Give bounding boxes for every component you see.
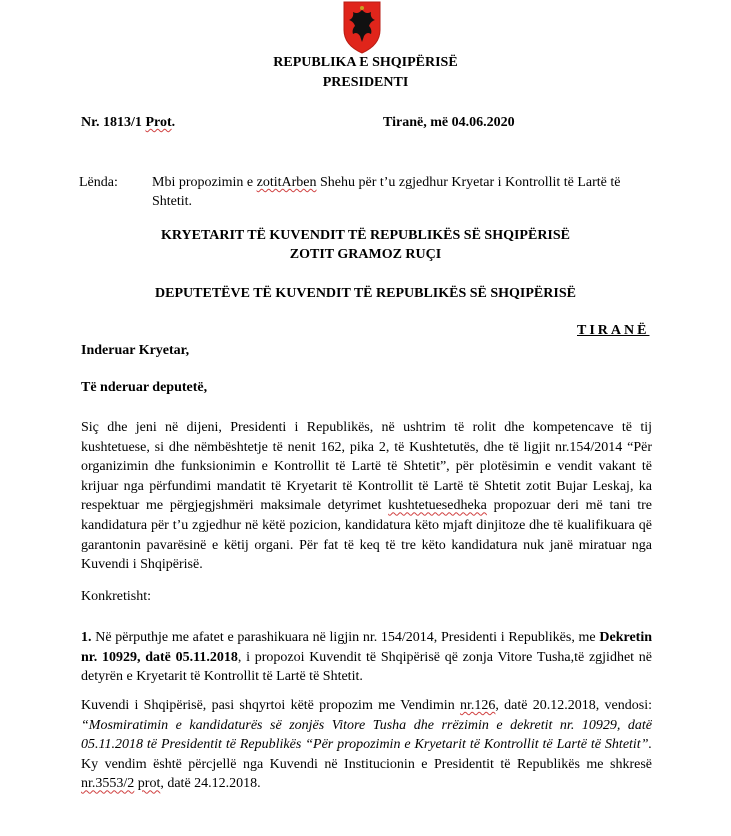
salutation-deputies: Të nderuar deputetë, [81, 380, 208, 395]
addressee-deputies: DEPUTETËVE TË KUVENDIT TË REPUBLIKËS SË SHQIPËRISË [155, 286, 576, 301]
konkretisht-label: Konkretisht: [81, 589, 151, 604]
protocol-number: Nr. 1813/1 Prot. [81, 115, 176, 130]
header-office: PRESIDENTI [322, 75, 409, 90]
addressee-chair-name: ZOTIT GRAMOZ RUÇI [289, 247, 442, 262]
addressee-chair: KRYETARIT TË KUVENDIT TË REPUBLIKËS SË SHQIPËRISË [160, 228, 570, 243]
subject-text: Mbi propozimin e zotitArben Shehu për t’u zgjedhur Kryetar i Kontrollit të Lartë të [152, 175, 621, 190]
paragraph-assembly-decision: Kuvendi i Shqipërisë, pasi shqyrtoi këtë propozim me Vendimin nr.126, datë 20.12.2018, vendosi: “Mosmiratimin e kandidaturës së zonjës Vitore Tusha dhe rrëzimin e dekretit nr. 10929, datë 05.11.2018 të Presidentit të Republikës “Për propozimin e Kryetarit të Kontrollit të Lartë të Shtetit”. Ky vendim është përcjellë nga Kuvendi në Institucionin e Presidentit të Republikës me shkresë nr.3553/2 prot, datë 24.12.2018. [81, 698, 652, 792]
salutation-chair: Inderuar Kryetar, [81, 343, 190, 358]
subject-text-line2: Shtetit. [152, 194, 193, 209]
addressee-city: TIRANË [577, 323, 650, 338]
subject-label: Lënda: [79, 175, 118, 190]
paragraph-context: Siç dhe jeni në dijeni, Presidenti i Republikës, në ushtrim të rolit dhe kompetencave të tij kushtetuese, si dhe nëmbështetje të nenit 162, pika 2, të Kushtetutës, dhe të ligjit nr.154/2014 “Për organizimin dhe funksionimin e Kontrollit të Lartë të Shtetit”, për plotësimin e vendit vakant të krijuar nga përfundimi mandatit të Kryetarit të Kontrollit të Lartë të Shtetit zotit Bujar Leskaj, ka respektuar me përgjegjshmëri maksimale detyrimet kushtetuesedheka propozuar deri më tani tre kandidatura për t’u zgjedhur në këtë pozicion, kandidatura këto mjaft dinjitoze dhe të kualifikuara që garantonin pavarësinë e këtij organi. Për fat të keq të tre këto kandidatura nuk janë miratuar nga Kuvendi i Shqipërisë. [81, 420, 652, 573]
paragraph-decree: 1. Në përputhje me afatet e parashikuara në ligjin nr. 154/2014, Presidenti i Republikës, me Dekretin nr. 10929, datë 05.11.2018, i propozoi Kuvendit të Shqipërisë që zonja Vitore Tusha,të zgjidhet në detyrën e Kryetarit të Kontrollit të Lartë të Shtetit. [81, 630, 652, 685]
albania-emblem-icon [340, 0, 384, 54]
place-date: Tiranë, më 04.06.2020 [383, 115, 515, 130]
header-republic: REPUBLIKA E SHQIPËRISË [273, 55, 458, 70]
